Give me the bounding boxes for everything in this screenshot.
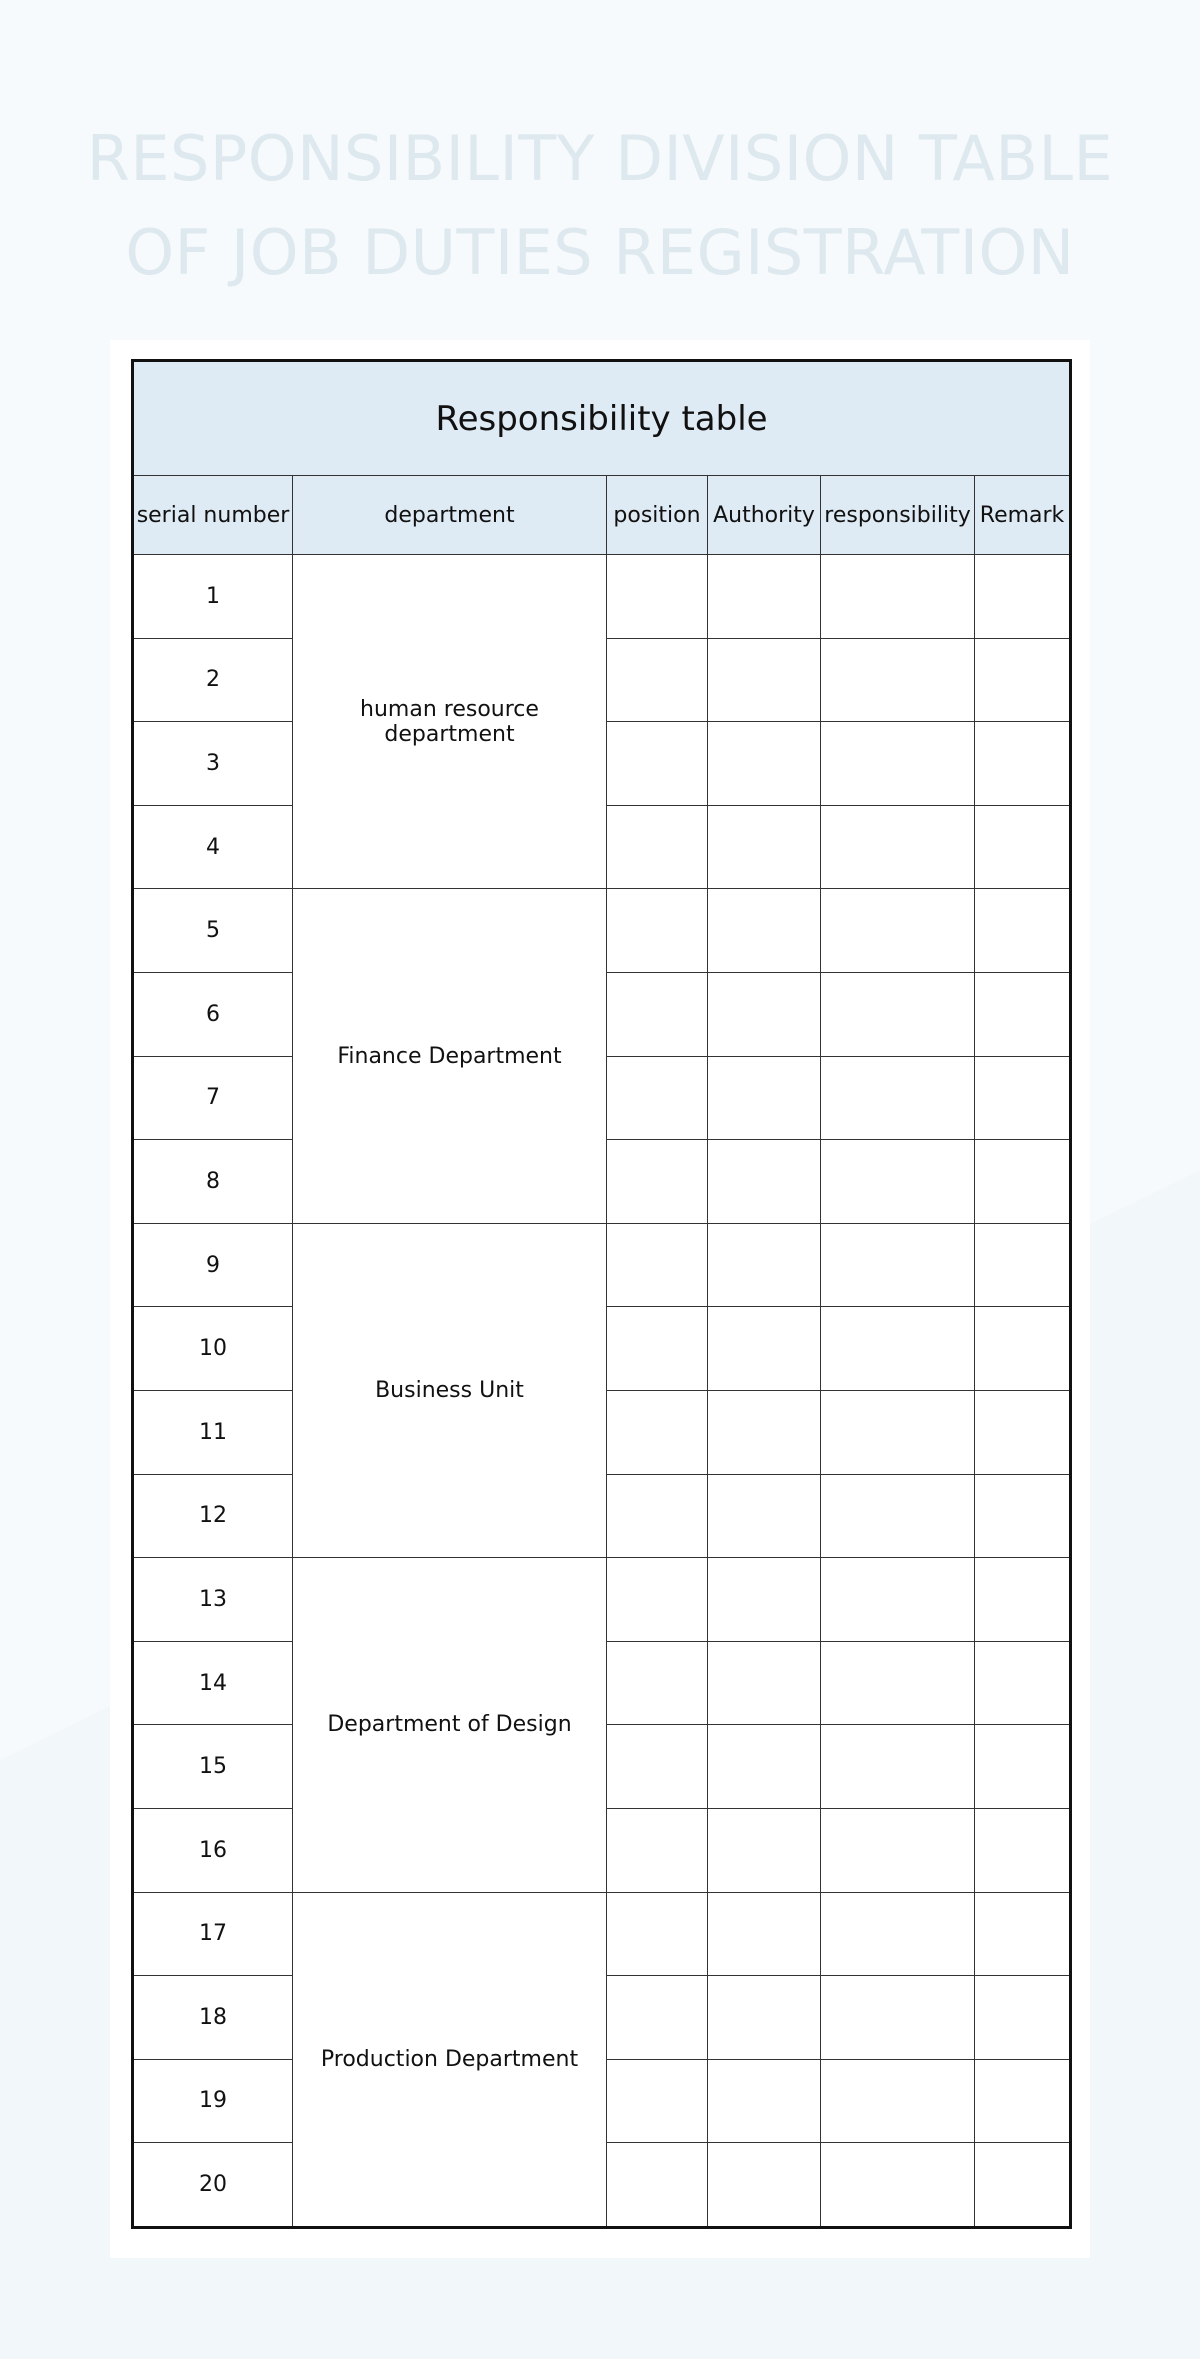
serial-cell: 1 — [133, 555, 293, 639]
serial-cell: 17 — [133, 1892, 293, 1976]
responsibility-table — [131, 359, 1072, 2229]
serial-cell: 4 — [133, 805, 293, 889]
responsibility-cell[interactable] — [821, 1558, 975, 1642]
serial-cell: 6 — [133, 972, 293, 1056]
responsibility-cell[interactable] — [821, 2143, 975, 2228]
responsibility-cell[interactable] — [821, 722, 975, 806]
remark-cell[interactable] — [975, 972, 1071, 1056]
authority-cell[interactable] — [708, 1474, 821, 1558]
authority-cell[interactable] — [708, 555, 821, 639]
position-cell[interactable] — [607, 1140, 708, 1224]
responsibility-cell[interactable] — [821, 1223, 975, 1307]
authority-cell[interactable] — [708, 1641, 821, 1725]
page-title-line-2: OF JOB DUTIES REGISTRATION — [125, 216, 1075, 289]
responsibility-cell[interactable] — [821, 1474, 975, 1558]
serial-cell: 13 — [133, 1558, 293, 1642]
remark-cell[interactable] — [975, 1558, 1071, 1642]
column-header-remark: Remark — [975, 476, 1071, 555]
table-row — [133, 1892, 1071, 1976]
responsibility-cell[interactable] — [821, 1140, 975, 1224]
serial-cell: 16 — [133, 1808, 293, 1892]
responsibility-cell[interactable] — [821, 889, 975, 973]
column-header-department: department — [293, 476, 607, 555]
responsibility-cell[interactable] — [821, 1892, 975, 1976]
department-cell: human resource department — [293, 555, 607, 889]
authority-cell[interactable] — [708, 972, 821, 1056]
serial-cell: 9 — [133, 1223, 293, 1307]
authority-cell[interactable] — [708, 638, 821, 722]
table-row — [133, 889, 1071, 973]
position-cell[interactable] — [607, 1223, 708, 1307]
remark-cell[interactable] — [975, 1140, 1071, 1224]
department-cell: Business Unit — [293, 1223, 607, 1557]
serial-cell: 15 — [133, 1725, 293, 1809]
column-header-serial-number: serial number — [133, 476, 293, 555]
authority-cell[interactable] — [708, 1307, 821, 1391]
authority-cell[interactable] — [708, 1725, 821, 1809]
serial-cell: 8 — [133, 1140, 293, 1224]
table-caption: Responsibility table — [133, 361, 1071, 476]
serial-cell: 19 — [133, 2059, 293, 2143]
column-header-responsibility: responsibility — [821, 476, 975, 555]
remark-cell[interactable] — [975, 1223, 1071, 1307]
authority-cell[interactable] — [708, 805, 821, 889]
page-title-line-1: RESPONSIBILITY DIVISION TABLE — [86, 122, 1114, 195]
serial-cell: 20 — [133, 2143, 293, 2228]
position-cell[interactable] — [607, 2143, 708, 2228]
table-header-row — [133, 476, 1071, 555]
responsibility-cell[interactable] — [821, 1725, 975, 1809]
position-cell[interactable] — [607, 2059, 708, 2143]
serial-cell: 10 — [133, 1307, 293, 1391]
department-cell: Department of Design — [293, 1558, 607, 1892]
remark-cell[interactable] — [975, 1474, 1071, 1558]
responsibility-cell[interactable] — [821, 1976, 975, 2060]
position-cell[interactable] — [607, 889, 708, 973]
authority-cell[interactable] — [708, 722, 821, 806]
remark-cell[interactable] — [975, 1892, 1071, 1976]
table-row — [133, 1223, 1071, 1307]
remark-cell[interactable] — [975, 1390, 1071, 1474]
serial-cell: 3 — [133, 722, 293, 806]
position-cell[interactable] — [607, 1307, 708, 1391]
responsibility-cell[interactable] — [821, 1056, 975, 1140]
authority-cell[interactable] — [708, 1558, 821, 1642]
responsibility-cell[interactable] — [821, 1641, 975, 1725]
authority-cell[interactable] — [708, 1056, 821, 1140]
position-cell[interactable] — [607, 555, 708, 639]
serial-cell: 7 — [133, 1056, 293, 1140]
position-cell[interactable] — [607, 805, 708, 889]
remark-cell[interactable] — [975, 1641, 1071, 1725]
authority-cell[interactable] — [708, 2143, 821, 2228]
column-header-position: position — [607, 476, 708, 555]
remark-cell[interactable] — [975, 2143, 1071, 2228]
remark-cell[interactable] — [975, 1056, 1071, 1140]
authority-cell[interactable] — [708, 1390, 821, 1474]
authority-cell[interactable] — [708, 1140, 821, 1224]
position-cell[interactable] — [607, 1892, 708, 1976]
position-cell[interactable] — [607, 1558, 708, 1642]
remark-cell[interactable] — [975, 1307, 1071, 1391]
serial-cell: 18 — [133, 1976, 293, 2060]
position-cell[interactable] — [607, 1390, 708, 1474]
remark-cell[interactable] — [975, 889, 1071, 973]
responsibility-cell[interactable] — [821, 805, 975, 889]
position-cell[interactable] — [607, 1976, 708, 2060]
remark-cell[interactable] — [975, 638, 1071, 722]
authority-cell[interactable] — [708, 1223, 821, 1307]
serial-cell: 11 — [133, 1390, 293, 1474]
position-cell[interactable] — [607, 1474, 708, 1558]
department-cell: Finance Department — [293, 889, 607, 1223]
remark-cell[interactable] — [975, 1725, 1071, 1809]
authority-cell[interactable] — [708, 1976, 821, 2060]
serial-cell: 2 — [133, 638, 293, 722]
responsibility-cell[interactable] — [821, 555, 975, 639]
position-cell[interactable] — [607, 1056, 708, 1140]
position-cell[interactable] — [607, 722, 708, 806]
remark-cell[interactable] — [975, 1808, 1071, 1892]
authority-cell[interactable] — [708, 2059, 821, 2143]
position-cell[interactable] — [607, 638, 708, 722]
remark-cell[interactable] — [975, 805, 1071, 889]
responsibility-cell[interactable] — [821, 1808, 975, 1892]
remark-cell[interactable] — [975, 2059, 1071, 2143]
remark-cell[interactable] — [975, 722, 1071, 806]
authority-cell[interactable] — [708, 1892, 821, 1976]
position-cell[interactable] — [607, 1641, 708, 1725]
page-title — [0, 112, 1200, 300]
responsibility-cell[interactable] — [821, 2059, 975, 2143]
responsibility-cell[interactable] — [821, 972, 975, 1056]
responsibility-cell[interactable] — [821, 1307, 975, 1391]
remark-cell[interactable] — [975, 555, 1071, 639]
serial-cell: 12 — [133, 1474, 293, 1558]
position-cell[interactable] — [607, 1725, 708, 1809]
authority-cell[interactable] — [708, 1808, 821, 1892]
responsibility-cell[interactable] — [821, 1390, 975, 1474]
position-cell[interactable] — [607, 972, 708, 1056]
column-header-authority: Authority — [708, 476, 821, 555]
table-row — [133, 555, 1071, 639]
serial-cell: 5 — [133, 889, 293, 973]
table-row — [133, 1558, 1071, 1642]
remark-cell[interactable] — [975, 1976, 1071, 2060]
authority-cell[interactable] — [708, 889, 821, 973]
responsibility-cell[interactable] — [821, 638, 975, 722]
position-cell[interactable] — [607, 1808, 708, 1892]
department-cell: Production Department — [293, 1892, 607, 2227]
serial-cell: 14 — [133, 1641, 293, 1725]
